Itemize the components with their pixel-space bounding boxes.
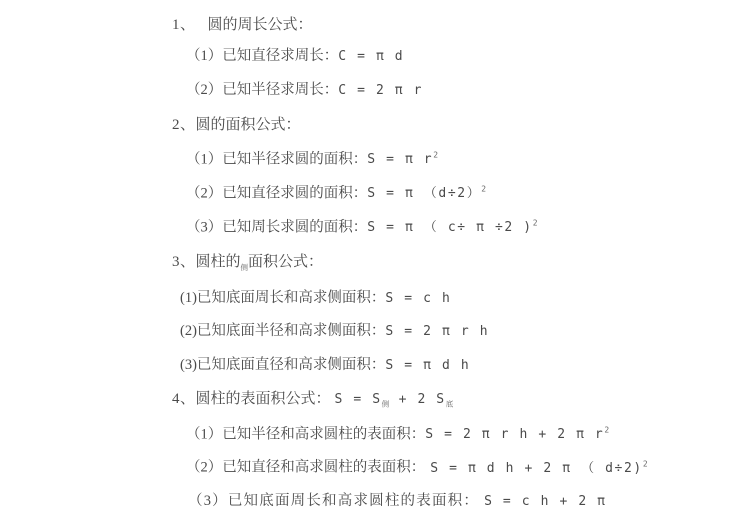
- item-formula: S = c h: [385, 290, 452, 306]
- item-marker: (1): [180, 289, 197, 306]
- section-number: 2、: [172, 117, 196, 133]
- item-formula: S = c h + 2 π: [484, 494, 607, 509]
- item-marker: （1）: [186, 151, 223, 168]
- superscript-two: 2: [532, 218, 538, 228]
- item-marker: (2): [180, 323, 197, 340]
- subscript-base: 底: [445, 400, 454, 410]
- item-marker: （2）: [186, 185, 223, 202]
- item-formula: S = π $(d\div 2)^2$: [367, 184, 487, 202]
- item-marker: （3）: [188, 493, 228, 509]
- item-marker: （2）: [186, 459, 223, 476]
- item-label: 已知周长求圆的面积：: [222, 218, 368, 235]
- section-number: 1、: [172, 17, 196, 33]
- formula-item: [180, 291, 732, 306]
- section-number: 3、: [172, 254, 196, 271]
- item-label: 已知直径求周长：: [222, 48, 339, 64]
- item-formula: C = 2 π r: [338, 82, 424, 98]
- section-number: 4、: [172, 391, 196, 408]
- superscript-two: 2: [481, 184, 487, 194]
- item-marker: (3): [180, 356, 197, 373]
- section-title-formula: $S = S_侧 + 2$ $S_底$: [334, 392, 454, 410]
- item-label: 已知半径求圆的面积：: [222, 151, 368, 168]
- item-label: 已知直径和高求圆柱的表面积：: [222, 459, 426, 476]
- item-label: 已知直径求圆的面积：: [222, 185, 368, 202]
- formula-item: [186, 186, 732, 201]
- item-marker: （1）: [186, 48, 223, 64]
- item-label: 已知底面周长和高求圆柱的表面积：: [227, 493, 480, 509]
- section-title: 圆柱的$_侧$面积公式：: [195, 254, 324, 273]
- section-title: 圆柱的表面积公式：: [195, 391, 331, 408]
- item-marker: （1）: [186, 425, 223, 442]
- item-formula: S = 2 π r h: [385, 324, 490, 340]
- item-formula: S = π d h + 2 π （ d÷2)$^2$: [430, 459, 648, 476]
- item-label: 已知底面周长和高求侧面积：: [196, 289, 386, 306]
- superscript-two: 2: [604, 425, 610, 435]
- section-heading: [172, 118, 732, 133]
- section-title: 圆的面积公式：: [195, 117, 301, 133]
- superscript-two: 2: [642, 459, 648, 469]
- section-heading: [172, 392, 732, 408]
- item-formula: S = 2 π r h + 2 π $r^2$: [425, 425, 610, 442]
- formula-item: [186, 460, 732, 475]
- formula-item: [180, 358, 732, 373]
- formula-item: [180, 324, 732, 339]
- formula-item: [186, 83, 732, 98]
- item-label: 已知底面半径和高求侧面积：: [196, 323, 386, 340]
- section-heading: [172, 18, 732, 33]
- item-formula: S = π $r^2$: [367, 151, 439, 168]
- item-marker: （3）: [186, 218, 223, 235]
- section-heading: [172, 255, 732, 272]
- formula-item: [188, 494, 732, 509]
- item-label: 已知底面直径和高求侧面积：: [196, 356, 386, 373]
- superscript-two: 2: [433, 151, 439, 160]
- formula-item: [186, 49, 732, 64]
- item-label: 已知半径和高求圆柱的表面积：: [222, 425, 426, 442]
- subscript-lateral: 侧: [381, 400, 390, 410]
- subscript-lateral: 侧: [240, 263, 249, 273]
- item-formula: S = π d h: [385, 357, 471, 373]
- item-formula: S = π （ c÷ π ÷2 )$^2$: [367, 218, 538, 235]
- item-formula: C = π d: [338, 49, 405, 64]
- formula-item: [186, 220, 732, 235]
- section-title: 圆的周长公式：: [207, 17, 313, 33]
- formula-item: [186, 152, 732, 167]
- item-label: 已知半径求周长：: [222, 81, 339, 98]
- formula-item: [186, 427, 732, 442]
- item-marker: （2）: [186, 81, 223, 98]
